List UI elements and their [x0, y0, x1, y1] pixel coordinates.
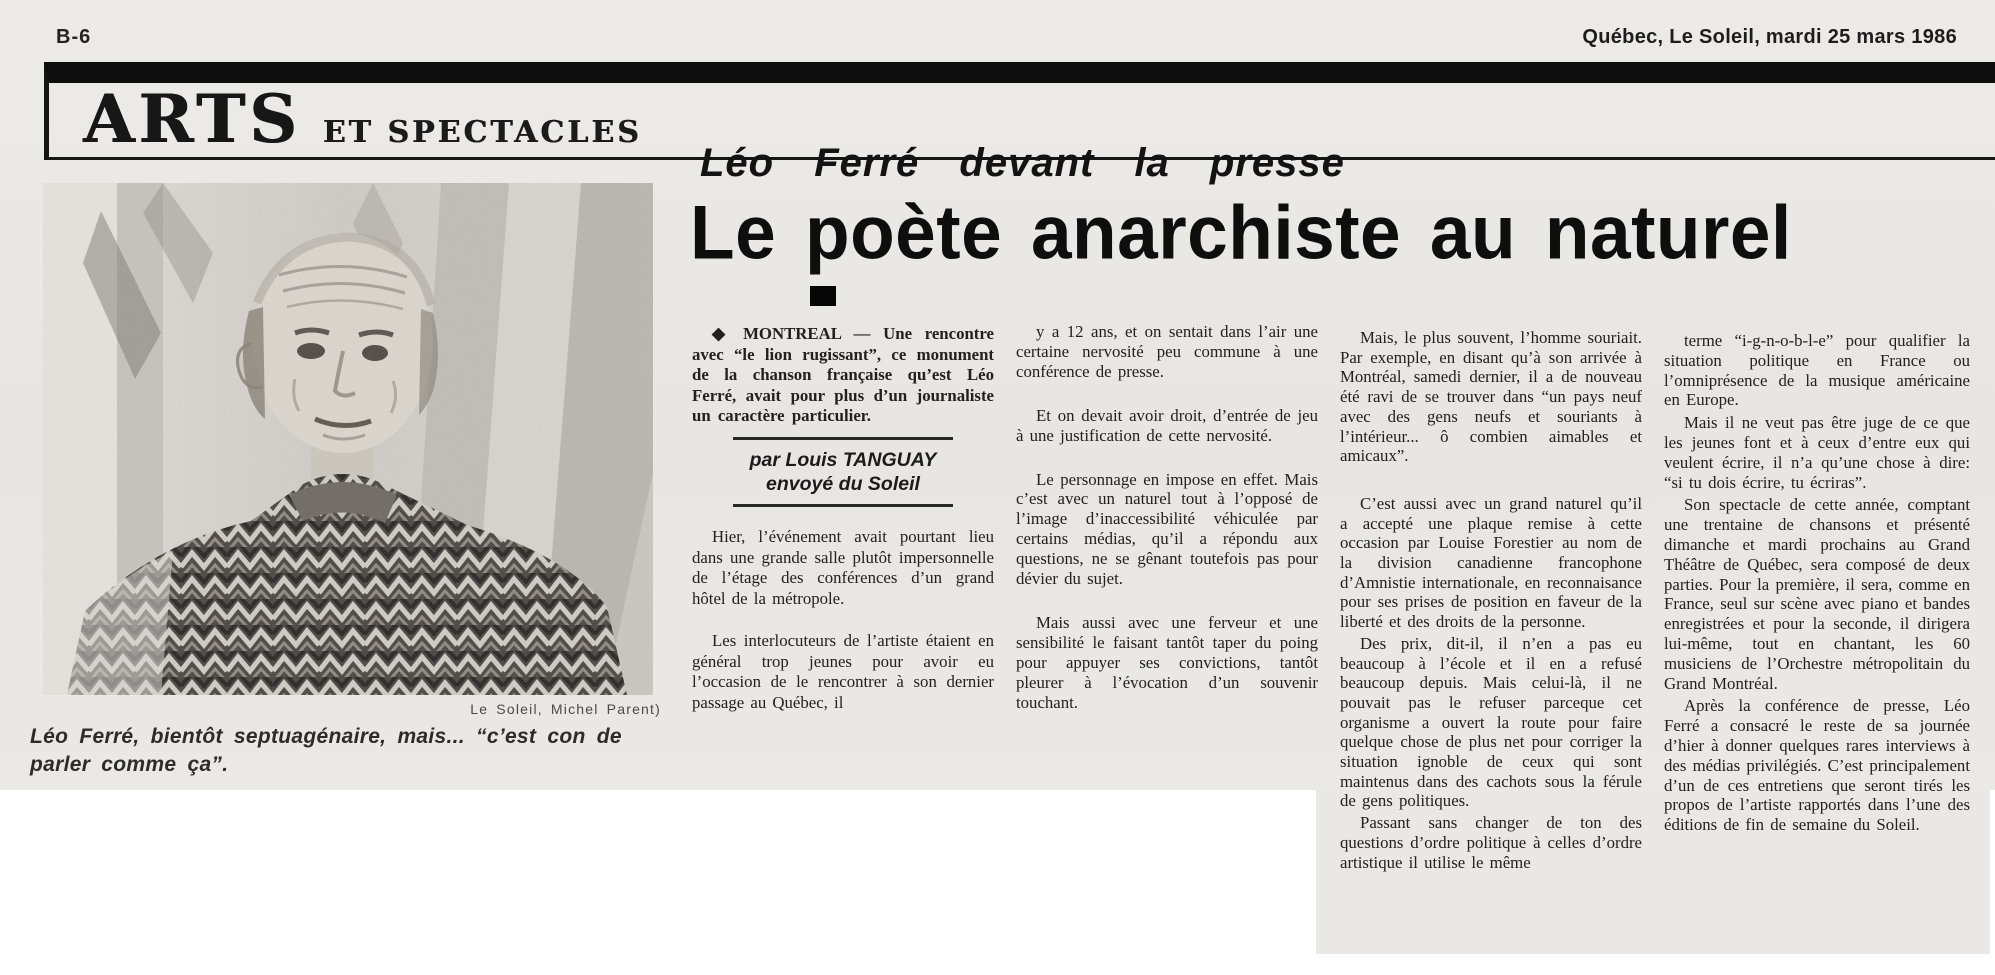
- photo-credit: Le Soleil, Michel Parent): [470, 701, 661, 717]
- article-column-4: [1664, 331, 1970, 838]
- edition-date-line: Québec, Le Soleil, mardi 25 mars 1986: [1582, 26, 1957, 48]
- byline-role: envoyé du Soleil: [766, 473, 920, 496]
- column-1-paragraphs: [692, 527, 994, 713]
- article-paragraph: Après la conférence de presse, Léo Ferré a consacré le reste de sa journée d’hier à donner quelques rares interviews à des médias privilégiés. C’est principalement d’un de ces entretiens que seront tirés les propos de l’artiste rapportés dans l’une des éditions de fin de semaine du Soleil.: [1664, 696, 1970, 835]
- article-paragraph: Mais, le plus souvent, l’homme souriait. Par exemple, en disant qu’à son arrivée à Montréal, samedi dernier, il a de nouveau été ravi de se trouver dans “un pays neuf avec des gens neufs et souriants à l’intérieur... ô combien aimables et amicaux”.: [1340, 328, 1642, 466]
- photo-caption: Léo Ferré, bientôt septuagénaire, mais... “c’est con de parler comme ça”.: [30, 725, 622, 776]
- byline-box: [733, 437, 953, 508]
- article-headline: Le poète anarchiste au naturel: [690, 191, 1792, 276]
- article-paragraph: terme “i-g-n-o-b-l-e” pour qualifier la situation politique en France ou l’omniprésence de la musique américaine en Europe.: [1664, 331, 1970, 410]
- article-paragraph: Les interlocuteurs de l’artiste étaient en général trop jeunes pour avoir eu l’occasion de le rencontrer à son dernier passage au Québec, il: [692, 631, 994, 712]
- section-subtitle: ET SPECTACLES: [322, 115, 642, 150]
- article-paragraph: Le personnage en impose en effet. Mais c’est avec un naturel tout à l’opposé de l’image d’inaccessibilité véhiculée par certains médias, qu’il a répondu aux questions, ne se gênant toutefois pas pour dévier du sujet.: [1016, 469, 1318, 589]
- article-paragraph: y a 12 ans, et on sentait dans l’air une certaine nervosité peu commune à une conférence de presse.: [1016, 322, 1318, 381]
- article-paragraph: Passant sans changer de ton des questions d’ordre politique à celles d’ordre artistique il utilise le même: [1340, 813, 1642, 872]
- article-paragraph: Des prix, dit-il, il n’en a pas eu beaucoup à l’école et il en a refusé beaucoup depuis. Mais celui-là, il ne pouvait pas le refuser parceque cet organisme a ouvert la route pour faire quelque chose de plus net pour corriger la situation ignoble de ceux qui sont maintenus dans des cachots sous la férule de gens politiques.: [1340, 633, 1642, 811]
- lead-paragraph: ◆ MONTREAL — Une rencontre avec “le lion rugissant”, ce monument de la chanson française qu’est Léo Ferré, avait pour plus d’un journaliste un caractère particulier.: [692, 324, 994, 425]
- article-kicker: Léo Ferré devant la presse: [700, 141, 1345, 185]
- leo-ferre-photo: [43, 183, 653, 695]
- article-paragraph: Hier, l’événement avait pourtant lieu dans une grande salle plutôt impersonnelle de l’étage des conférences d’un grand hôtel de la métropole.: [692, 527, 994, 608]
- article-column-2: [1016, 322, 1318, 737]
- page-number: B-6: [56, 26, 92, 48]
- section-marker-square: [810, 286, 836, 306]
- article-column-3: [1340, 328, 1642, 874]
- article-paragraph: Mais il ne veut pas être juge de ce que les jeunes font et à ceux d’entre eux qui veulent écrire, il n’a qu’une chose à dire: “si tu dois écrire, tu écriras”.: [1664, 413, 1970, 492]
- article-paragraph: C’est aussi avec un grand naturel qu’il a accepté une plaque remise à cette occasion par Louise Forestier au nom de la division canadienne francophone d’Amnistie internationale, en reconnaisance pour ses prises de position en faveur de la liberté et des droits de la personne.: [1340, 493, 1642, 632]
- leo-ferre-photo-image: [43, 183, 653, 695]
- section-title: ARTS: [83, 80, 301, 158]
- article-paragraph: Son spectacle de cette année, comptant une trentaine de chansons et présenté dimanche et mardi prochains au Grand Théâtre de Québec, sera composé de deux parties. Pour la première, il sera, comme en France, seul sur scène avec piano et bandes enregistrées et pour la seconde, il dirigera lui-même, tout en chantant, les 60 musiciens de l’Orchestre métropolitain du Grand Montréal.: [1664, 495, 1970, 693]
- article-paragraph: Et on devait avoir droit, d’entrée de jeu à une justification de cette nervosité.: [1016, 405, 1318, 445]
- byline-author: par Louis TANGUAY: [749, 448, 937, 471]
- article-paragraph: Mais aussi avec une ferveur et une sensibilité le faisant tantôt taper du poing pour appuyer ses convictions, tantôt pleurer à l’évocation d’un souvenir touchant.: [1016, 612, 1318, 712]
- article-column-1: [692, 324, 994, 735]
